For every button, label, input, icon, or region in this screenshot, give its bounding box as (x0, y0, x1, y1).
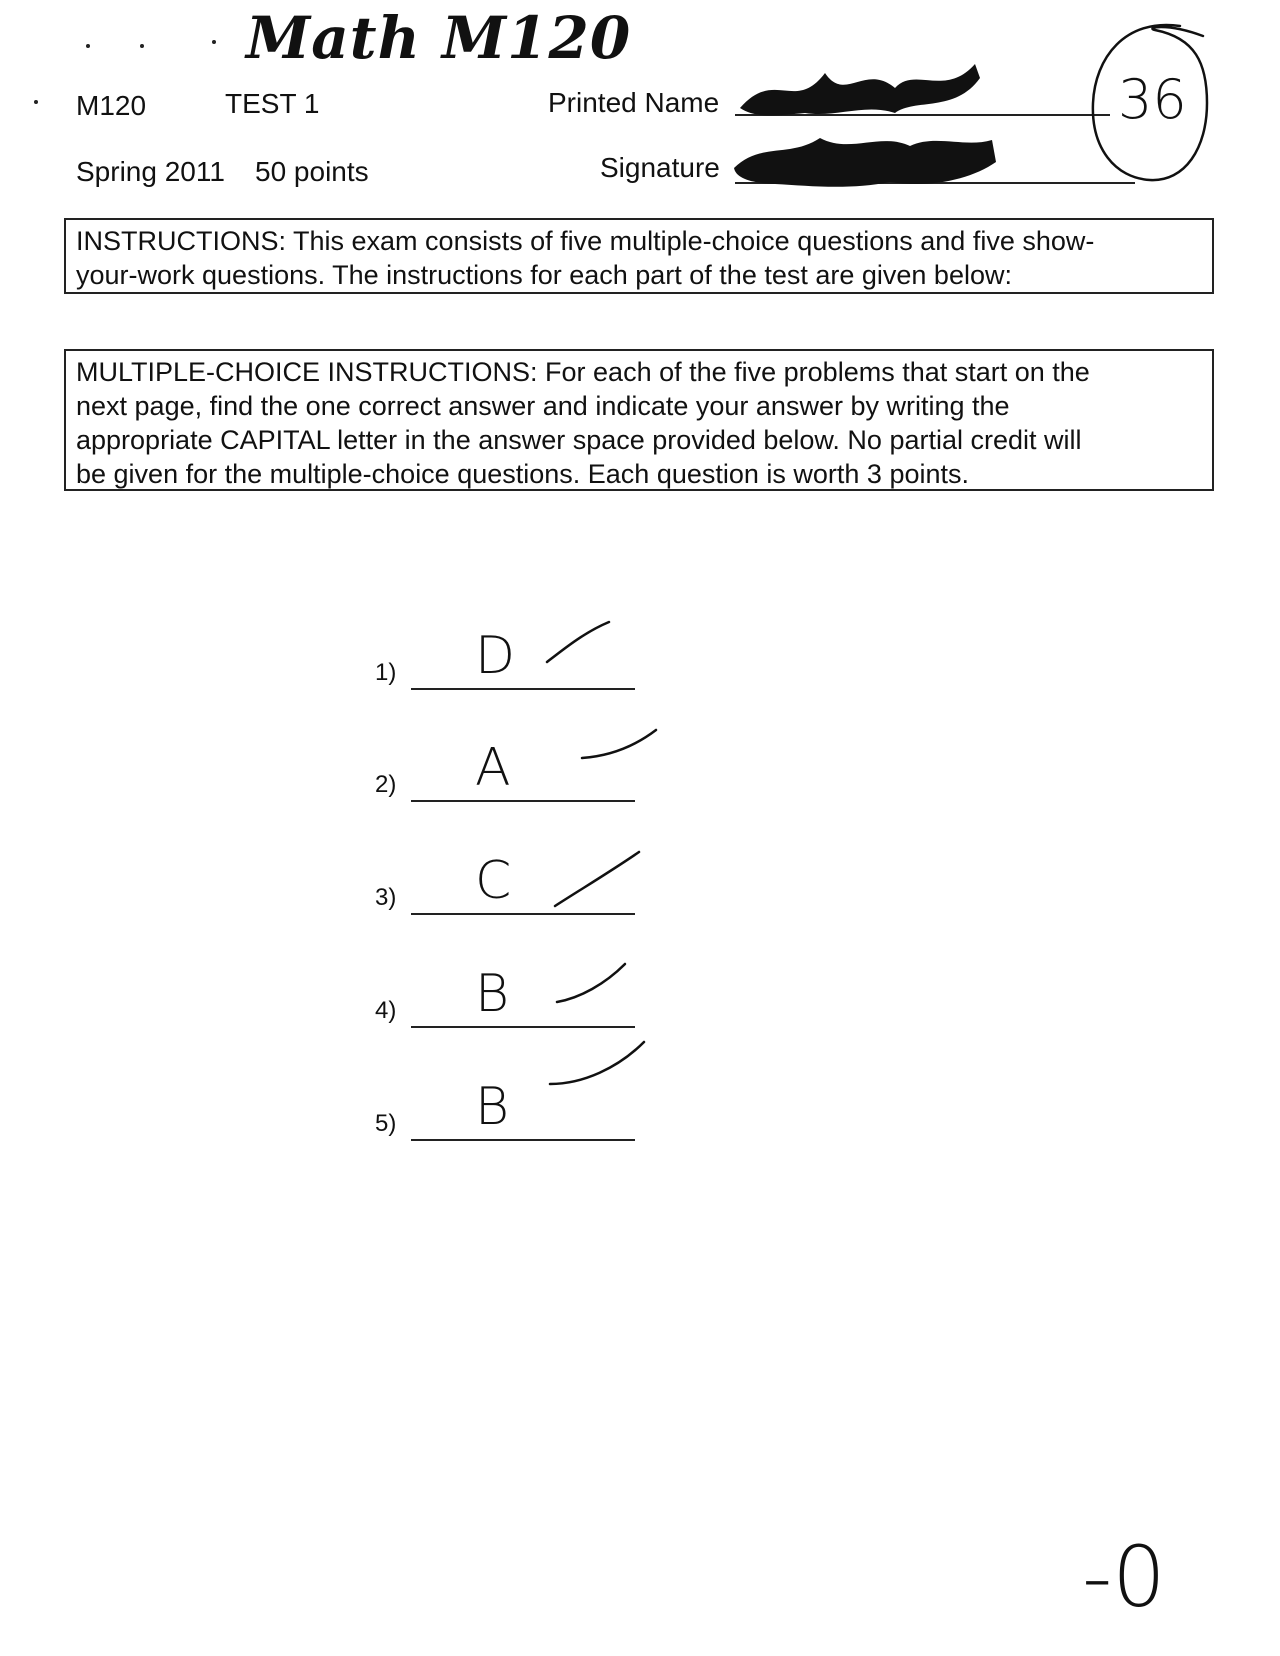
mc-instructions-line-3: appropriate CAPITAL letter in the answer space provided below. No partial credit will (76, 425, 1082, 455)
answer-letter: C (475, 851, 512, 911)
instructions-line-1: INSTRUCTIONS: This exam consists of five multiple-choice questions and five show- (76, 226, 1095, 256)
check-mark-icon (548, 1040, 648, 1090)
answer-line (411, 1026, 635, 1028)
answer-letter: D (475, 626, 516, 686)
answer-number: 1) (375, 659, 397, 687)
term-label: Spring 2011 (76, 156, 225, 187)
test-label: TEST 1 (225, 88, 320, 119)
name-redaction (735, 58, 985, 118)
answer-line (411, 800, 635, 802)
scan-dot (34, 100, 38, 104)
answer-letter: B (475, 1077, 510, 1137)
answer-line (411, 688, 635, 690)
answer-line (411, 913, 635, 915)
deduction-mark: -0 (1082, 1528, 1166, 1626)
answer-number: 5) (375, 1110, 397, 1138)
mc-instructions-line-4: be given for the multiple-choice questions. Each question is worth 3 points. (76, 459, 970, 489)
answer-number: 3) (375, 884, 397, 912)
answer-number: 2) (375, 771, 397, 799)
scan-dot (86, 44, 90, 48)
handwritten-title: Math M120 (246, 4, 632, 72)
points-label: 50 points (255, 156, 369, 187)
instructions-box (64, 218, 1214, 294)
answer-line (411, 1139, 635, 1141)
scan-dot (212, 40, 216, 44)
instructions-line-2: your-work questions. The instructions for each part of the test are given below: (76, 260, 1012, 290)
mc-instructions-line-2: next page, find the one correct answer and indicate your answer by writing the (76, 391, 1010, 421)
printed-name-label: Printed Name (548, 87, 720, 118)
score-value: 36 (1118, 68, 1187, 131)
course-code: M120 (76, 90, 147, 121)
answer-letter: A (475, 738, 511, 798)
check-mark-icon (580, 728, 660, 768)
scan-dot (140, 44, 144, 48)
check-mark-icon (553, 850, 643, 910)
mc-instructions-line-1: MULTIPLE-CHOICE INSTRUCTIONS: For each of the five problems that start on the (76, 357, 1090, 387)
mc-instructions-box (64, 349, 1214, 491)
signature-label: Signature (600, 152, 720, 183)
answer-letter: B (475, 964, 510, 1024)
check-mark-icon (555, 962, 630, 1007)
check-mark-icon (545, 620, 615, 670)
answer-number: 4) (375, 997, 397, 1025)
signature-redaction (730, 128, 1000, 190)
